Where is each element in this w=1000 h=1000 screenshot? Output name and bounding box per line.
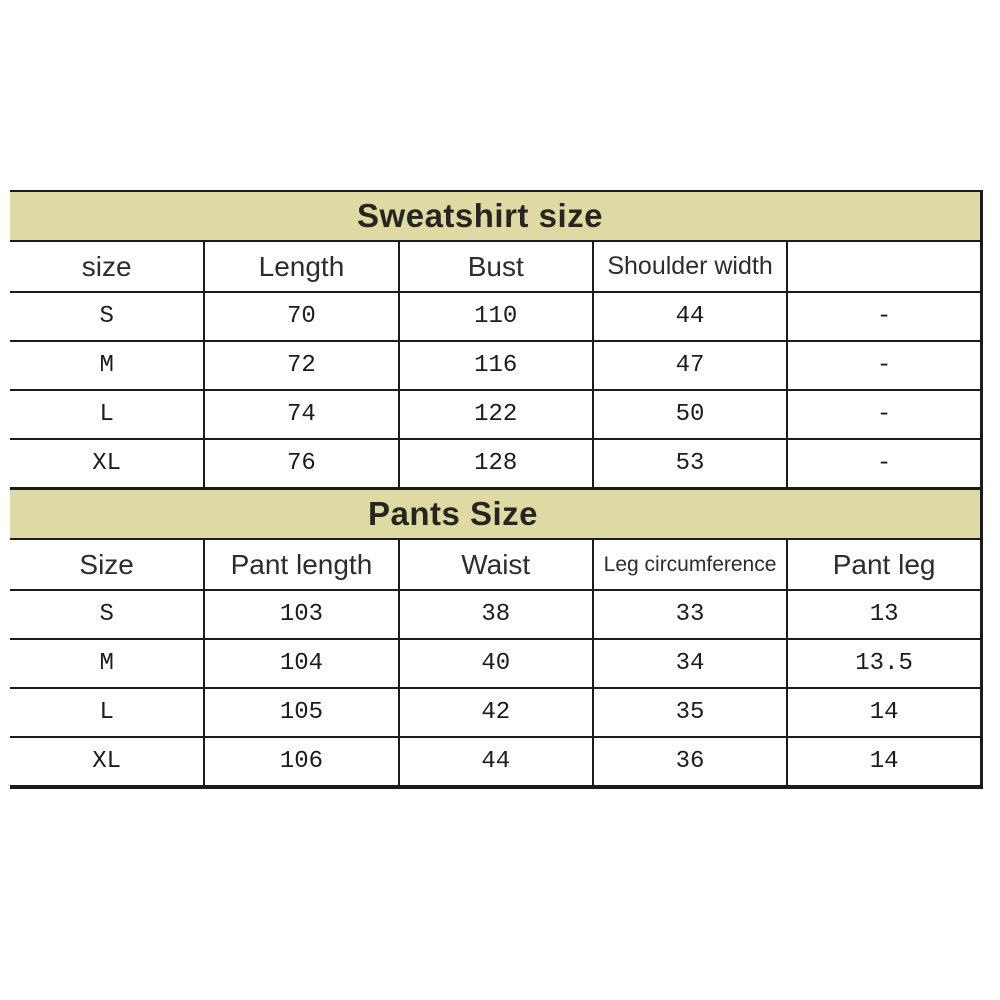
column-header-size: Size	[10, 539, 204, 590]
size-cell: XL	[10, 439, 204, 489]
value-cell: 50	[593, 390, 787, 439]
value-cell: 42	[399, 688, 593, 737]
value-cell: -	[787, 292, 981, 341]
column-header-bust: Bust	[399, 241, 593, 292]
sweatshirt-row-m	[10, 341, 982, 390]
pants-row-l	[10, 688, 982, 737]
pants-table-title-text: Pants Size	[367, 495, 539, 532]
size-cell: M	[10, 341, 204, 390]
value-cell: -	[787, 390, 981, 439]
size-cell: S	[10, 590, 204, 639]
size-chart	[10, 190, 983, 789]
size-cell: XL	[10, 737, 204, 787]
value-cell: 44	[593, 292, 787, 341]
column-header-empty	[787, 241, 981, 292]
value-cell: 110	[399, 292, 593, 341]
sweatshirt-row-l	[10, 390, 982, 439]
pants-table-title	[10, 490, 982, 539]
size-cell: S	[10, 292, 204, 341]
sweatshirt-table-title-text: Sweatshirt size	[357, 197, 603, 234]
value-cell: 103	[204, 590, 398, 639]
value-cell: 105	[204, 688, 398, 737]
value-cell: 35	[593, 688, 787, 737]
value-cell: 14	[787, 688, 981, 737]
pants-title-row	[10, 490, 982, 539]
sweatshirt-title-row	[10, 191, 982, 241]
size-cell: M	[10, 639, 204, 688]
value-cell: 72	[204, 341, 398, 390]
value-cell: 38	[399, 590, 593, 639]
sweatshirt-table-title	[10, 191, 982, 241]
value-cell: 47	[593, 341, 787, 390]
sweatshirt-row-xl	[10, 439, 982, 489]
pants-row-m	[10, 639, 982, 688]
value-cell: 76	[204, 439, 398, 489]
value-cell: 106	[204, 737, 398, 787]
column-header-leg-circumference: Leg circumference	[593, 539, 787, 590]
value-cell: 36	[593, 737, 787, 787]
value-cell: -	[787, 439, 981, 489]
value-cell: 53	[593, 439, 787, 489]
value-cell: 40	[399, 639, 593, 688]
value-cell: 74	[204, 390, 398, 439]
column-header-length: Length	[204, 241, 398, 292]
sweatshirt-header-row	[10, 241, 982, 292]
sweatshirt-row-s	[10, 292, 982, 341]
value-cell: 44	[399, 737, 593, 787]
column-header-size: size	[10, 241, 204, 292]
size-cell: L	[10, 688, 204, 737]
value-cell: 104	[204, 639, 398, 688]
column-header-shoulder-width: Shoulder width	[593, 241, 787, 292]
column-header-waist: Waist	[399, 539, 593, 590]
sweatshirt-size-table	[10, 190, 983, 490]
size-cell: L	[10, 390, 204, 439]
column-header-pant-length: Pant length	[204, 539, 398, 590]
pants-header-row	[10, 539, 982, 590]
value-cell: 13	[787, 590, 981, 639]
pants-row-xl	[10, 737, 982, 787]
pants-size-table	[10, 490, 983, 789]
value-cell: 122	[399, 390, 593, 439]
value-cell: 13.5	[787, 639, 981, 688]
column-header-pant-leg: Pant leg	[787, 539, 981, 590]
value-cell: 34	[593, 639, 787, 688]
pants-row-s	[10, 590, 982, 639]
value-cell: -	[787, 341, 981, 390]
value-cell: 14	[787, 737, 981, 787]
value-cell: 33	[593, 590, 787, 639]
value-cell: 70	[204, 292, 398, 341]
value-cell: 128	[399, 439, 593, 489]
value-cell: 116	[399, 341, 593, 390]
